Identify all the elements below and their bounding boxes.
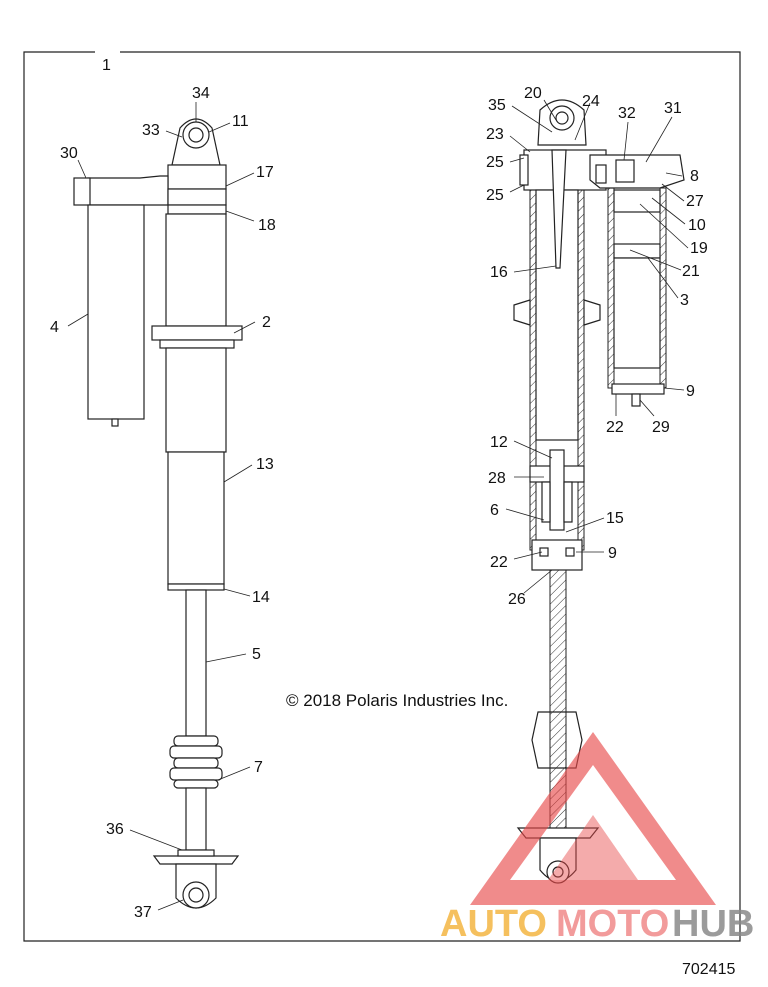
callout-13: 13 (256, 456, 274, 473)
callout-16: 16 (490, 264, 508, 281)
callout-6: 6 (490, 502, 499, 519)
callout-25b: 25 (486, 187, 504, 204)
callout-32: 32 (618, 105, 636, 122)
callout-24: 24 (582, 93, 600, 110)
callout-35: 35 (488, 97, 506, 114)
callout-4: 4 (50, 319, 59, 336)
callout-14: 14 (252, 589, 270, 606)
callout-10: 10 (688, 217, 706, 234)
callout-9a: 9 (686, 383, 695, 400)
left-shock-exterior (74, 119, 242, 908)
callout-26: 26 (508, 591, 526, 608)
callout-19: 19 (690, 240, 708, 257)
callout-30: 30 (60, 145, 78, 162)
callout-23: 23 (486, 126, 504, 143)
callout-27: 27 (686, 193, 704, 210)
callout-25a: 25 (486, 154, 504, 171)
callout-1: 1 (102, 57, 111, 74)
callout-20: 20 (524, 85, 542, 102)
callout-15: 15 (606, 510, 624, 527)
callout-12: 12 (490, 434, 508, 451)
callout-31: 31 (664, 100, 682, 117)
callout-33: 33 (142, 122, 160, 139)
callout-22b: 22 (490, 554, 508, 571)
callout-21: 21 (682, 263, 700, 280)
callout-7: 7 (254, 759, 263, 776)
callout-34: 34 (192, 85, 210, 102)
watermark-auto: AUTO (440, 903, 547, 945)
figure-number: 702415 (682, 961, 736, 978)
callout-9b: 9 (608, 545, 617, 562)
callout-36: 36 (106, 821, 124, 838)
watermark-hub: HUB (672, 903, 755, 945)
callout-8: 8 (690, 168, 699, 185)
callout-18: 18 (258, 217, 276, 234)
watermark-moto: MOTO (556, 903, 670, 945)
callout-22a: 22 (606, 419, 624, 436)
callout-2: 2 (262, 314, 271, 331)
callout-29: 29 (652, 419, 670, 436)
leader-lines (68, 100, 688, 910)
callout-5: 5 (252, 646, 261, 663)
callout-37: 37 (134, 904, 152, 921)
callout-3: 3 (680, 292, 689, 309)
callout-28: 28 (488, 470, 506, 487)
watermark-logo (440, 732, 754, 945)
copyright-text: © 2018 Polaris Industries Inc. (286, 691, 509, 710)
callout-17: 17 (256, 164, 274, 181)
callout-11: 11 (232, 113, 249, 130)
